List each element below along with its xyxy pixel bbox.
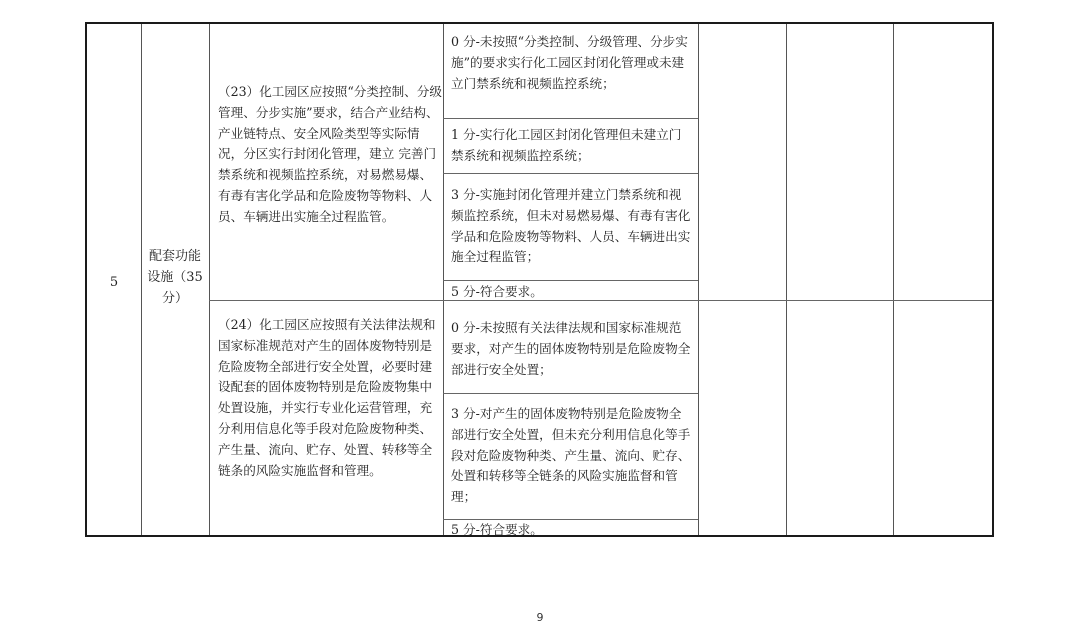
score-divider (443, 280, 698, 281)
score-23-3: 3 分-实施封闭化管理并建立门禁系统和视 频监控系统，但未对易燃易爆、有毒有害化学品和危险废物等物料、人员、车辆进出实施全过程监管； (451, 187, 691, 265)
page-number: 9 (536, 611, 544, 624)
column-divider (698, 24, 699, 535)
column-divider (786, 24, 787, 535)
column-divider (893, 24, 894, 535)
score-23-1: 1 分-实行化工园区封闭化管理但未建立门禁系统和视频监控系统； (451, 127, 682, 163)
score-24-3: 3 分-对产生的固体废物特别是危险废物全部进行安全处置，但未充分利用信息化等手段对危险废物种类、产生量、流向、贮存、处置和转移等全链条的风险实施监督和管理； (451, 406, 691, 505)
score-23-5: 5 分-符合要求。 (451, 284, 543, 299)
column-divider (209, 24, 210, 535)
requirement-24: （24）化工园区应按照有关法律法规和国家标准规范对产生的固体废物特别是危险废物全部进行安全处置，必要时建设配套的固体废物特别是危险废物集中处置设施，并实行专业化运营管理，充分利用信息化等手段对危险废物种类、产生量、流向、贮存、处置、转移等全链条的风险实施监督和管理。 (218, 317, 436, 478)
score-23-0: 0 分-未按照“分类控制、分级管理、分步实施”的要求实行化工园区封闭化管理或未建立门禁系统和视频监控系统； (451, 34, 688, 91)
score-divider (443, 393, 698, 394)
category-label: 配套功能设施（35分） (147, 249, 203, 306)
score-24-5: 5 分-符合要求。 (451, 522, 543, 537)
score-24-0: 0 分-未按照有关法律法规和国家标准规范要求，对产生的固体废物特别是危险废物全部进行安全处置； (451, 320, 691, 377)
scoring-table (85, 22, 994, 537)
score-divider (443, 173, 698, 174)
score-divider (443, 118, 698, 119)
column-divider (141, 24, 142, 535)
requirement-23: （23）化工园区应按照“分类控制、分级管理、分步实施”要求，结合产业结构、产业链特点、安全风险类型等实际情况，分区实行封闭化管理，建立 完善门禁系统和视频监控系统，对易燃易爆、有毒有害化学品和危险废物等物料、人员、车辆进出实施全过程监管。 (218, 84, 442, 224)
row-number: 5 (109, 275, 119, 290)
